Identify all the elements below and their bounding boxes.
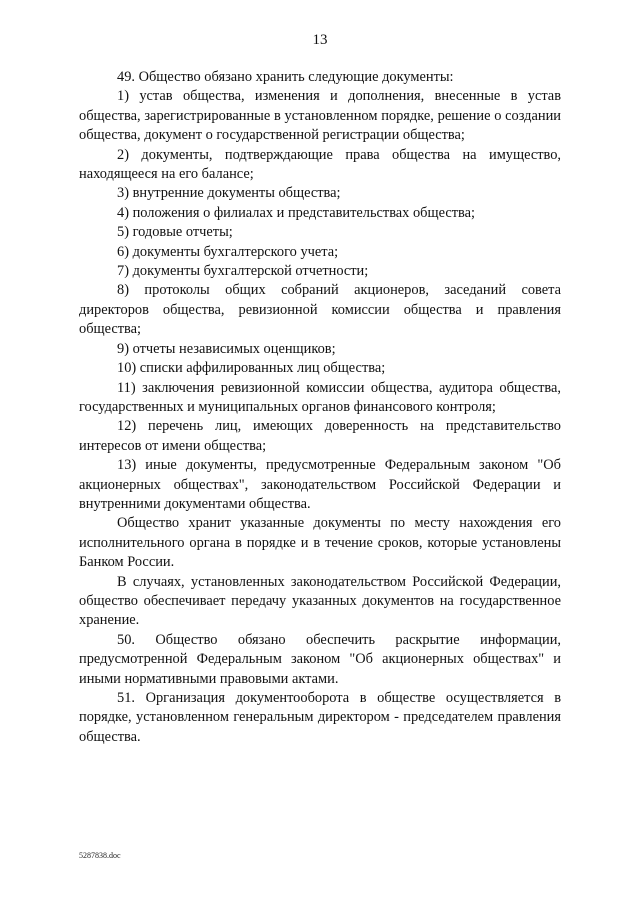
- list-item-12: 12) перечень лиц, имеющих доверенность на представительство интересов от имени общества;: [79, 418, 561, 454]
- list-item-4: 4) положения о филиалах и представительствах общества;: [117, 204, 475, 221]
- storage-location-paragraph: Общество хранит указанные документы по месту нахождения его исполнительного органа в порядке и в течение сроков, которые установлены Банком России.: [79, 515, 561, 571]
- document-filename: 5287838.doc: [79, 851, 121, 860]
- paragraph-49: 49. Общество обязано хранить следующие документы:: [117, 69, 454, 85]
- page-number: 13: [312, 32, 328, 48]
- state-storage-paragraph: В случаях, установленных законодательством Российской Федерации, общество обеспечивает передачу указанных документов на государственное хранение.: [79, 573, 561, 629]
- list-item-7: 7) документы бухгалтерской отчетности;: [117, 263, 369, 280]
- list-item-9: 9) отчеты независимых оценщиков;: [117, 340, 336, 357]
- list-item-11: 11) заключения ревизионной комиссии общества, аудитора общества, государственных и муниципальных органов финансового контроля;: [79, 379, 561, 415]
- list-item-3: 3) внутренние документы общества;: [117, 185, 341, 202]
- list-item-1: 1) устав общества, изменения и дополнения, внесенные в устав общества, зарегистрированные в установленном порядке, решение о создании общества, документ о государственной регистрации общества;: [79, 88, 561, 144]
- list-item-6: 6) документы бухгалтерского учета;: [117, 243, 339, 260]
- list-item-2: 2) документы, подтверждающие права общества на имущество, находящееся на его балансе;: [79, 146, 561, 183]
- document-body: [79, 68, 561, 747]
- list-item-5: 5) годовые отчеты;: [117, 224, 233, 241]
- paragraph-50: 50. Общество обязано обеспечить раскрытие информации, предусмотренной Федеральным законом "Об акционерных обществах" и иными нормативными правовыми актами.: [79, 631, 561, 687]
- list-item-8: 8) протоколы общих собраний акционеров, заседаний совета директоров общества, ревизионной комиссии общества и правления общества;: [79, 282, 561, 338]
- paragraph-51: 51. Организация документооборота в обществе осуществляется в порядке, установленном генеральным директором - председателем правления общества.: [79, 690, 561, 745]
- list-item-13: 13) иные документы, предусмотренные Федеральным законом "Об акционерных обществах", законодательством Российской Федерации и внутренними документами общества.: [79, 457, 561, 512]
- list-item-10: 10) списки аффилированных лиц общества;: [117, 360, 386, 377]
